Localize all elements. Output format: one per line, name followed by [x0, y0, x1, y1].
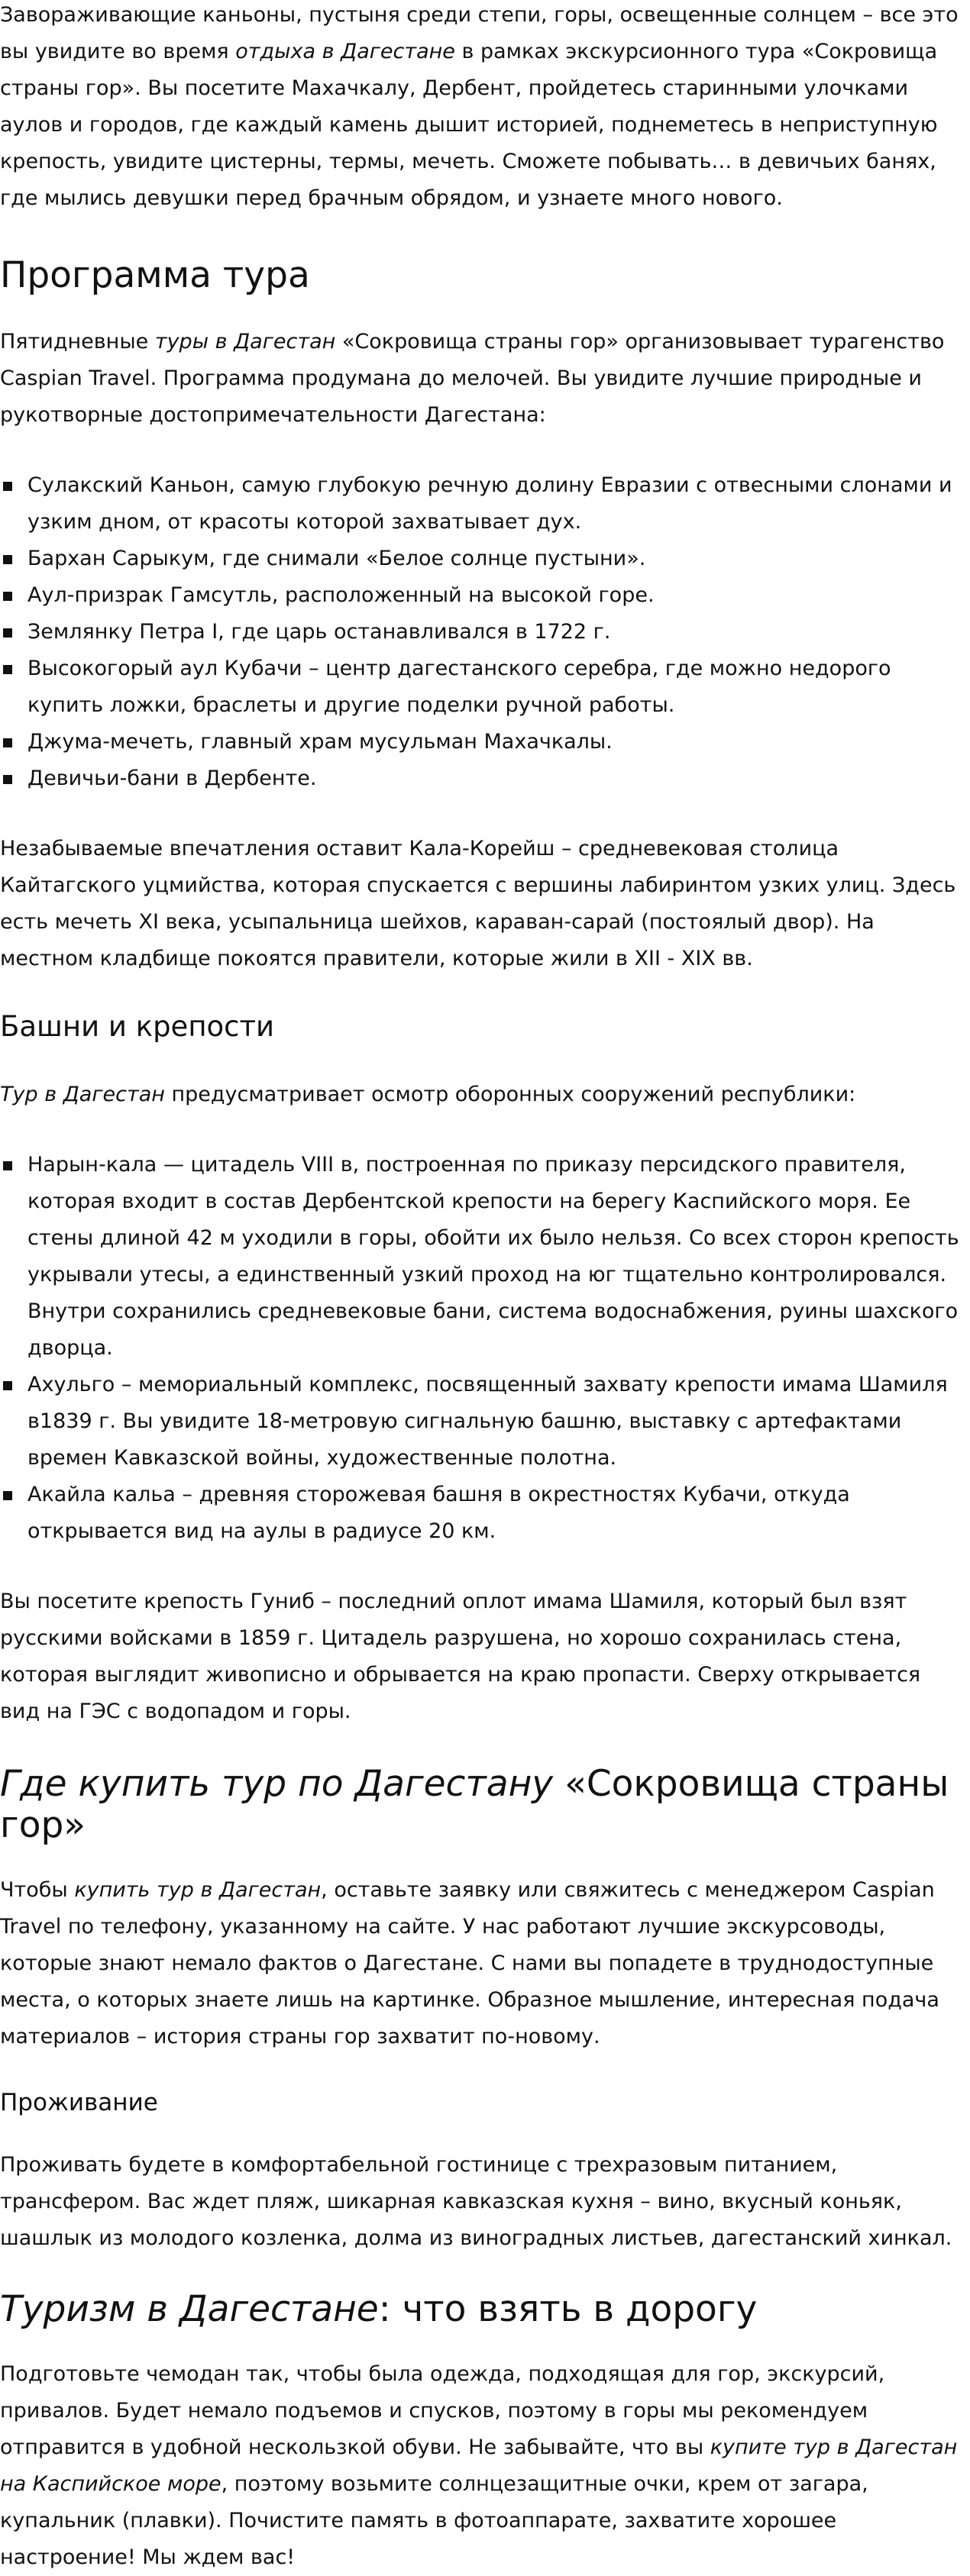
- list-item: Бархан Сарыкум, где снимали «Белое солнце пустыни».: [0, 541, 964, 577]
- list-item: Ахульго – мемориальный комплекс, посвященный захвату крепости имама Шамиля в1839 г. Вы увидите 18-метровую сигнальную башню, выставку с артефактами времен Кавказской войны, художественные полотна.: [0, 1367, 964, 1477]
- program-emphasis: туры в Дагестан: [154, 330, 336, 353]
- program-list: [0, 467, 964, 797]
- list-item: Аул-призрак Гамсутль, расположенный на высокой горе.: [0, 577, 964, 614]
- stay-heading: Проживание: [0, 2089, 158, 2116]
- towers-heading: Башни и крепости: [0, 1010, 275, 1043]
- stay-paragraph: Проживать будете в комфортабельной гостинице с трехразовым питанием, трансфером. Вас ждет пляж, шикарная кавказская кухня – вино, вкусный коньяк, шашлык из молодого козленка, долма из виноградных листьев, дагестанский хинкал.: [0, 2153, 952, 2250]
- towers-emphasis: Тур в Дагестан: [0, 1083, 165, 1106]
- intro-emphasis: отдыха в Дагестане: [235, 40, 455, 63]
- towers-list: [0, 1147, 964, 1550]
- list-item: Девичьи-бани в Дербенте.: [0, 760, 964, 797]
- list-item: Сулакский Каньон, самую глубокую речную долину Евразии с отвесными слонами и узким дном, от красоты которой захватывает дух.: [0, 467, 964, 541]
- pack-heading: Туризм в Дагестане: что взять в дорогу: [0, 2288, 758, 2330]
- program-after-paragraph: Незабываемые впечатления оставит Кала-Корейш – средневековая столица Кайтагского уцмийства, которая спускается с вершины лабиринтом узких улиц. Здесь есть мечеть XI века, усыпальница шейхов, караван-сарай (постоялый двор). На местном кладбище покоятся правители, которые жили в XII - XIX вв.: [0, 837, 956, 970]
- list-item: Акайла кальа – древняя сторожевая башня в окрестностях Кубачи, откуда открывается вид на аулы в радиусе 20 км.: [0, 1477, 964, 1550]
- pack-paragraph: Подготовьте чемодан так, чтобы была одежда, подходящая для гор, экскурсий, привалов. Будет немало подъемов и спусков, поэтому в горы мы рекомендуем отправится в удобной нескользкой обуви. Не забывайте, что вы купите тур в Дагестан на Каспийское море, поэтому возьмите солнцезащитные очки, крем от загара, купальник (плавки). Почистите память в фотоаппарате, захватите хорошее настроение! Мы ждем вас!: [0, 2362, 958, 2569]
- list-item: Нарын-кала — цитадель VIII в, построенная по приказу персидского правителя, которая входит в состав Дербентской крепости на берегу Каспийского моря. Ее стены длиной 42 м уходили в горы, обойти их было нельзя. Со всех сторон крепость укрывали утесы, а единственный узкий проход на юг тщательно контролировался. Внутри сохранились средневековые бани, система водоснабжения, руины шахского дворца.: [0, 1147, 964, 1367]
- buy-heading: Где купить тур по Дагестану «Сокровища страны гор»: [0, 1763, 949, 1846]
- buy-paragraph: Чтобы купить тур в Дагестан, оставьте заявку или свяжитесь с менеджером Caspian Travel по телефону, указанному на сайте. У нас работают лучшие экскурсоводы, которые знают немало фактов о Дагестане. С нами вы попадете в труднодоступные места, о которых знаете лишь на картинке. Образное мышление, интересная подача материалов – история страны гор захватит по-новому.: [0, 1878, 939, 2048]
- buy-emphasis: купить тур в Дагестан: [74, 1878, 322, 1902]
- intro-paragraph: Завораживающие каньоны, пустыня среди степи, горы, освещенные солнцем – все это вы увидите во время отдыха в Дагестане в рамках экскурсионного тура «Сокровища страны гор». Вы посетите Махачкалу, Дербент, пройдетесь старинными улочками аулов и городов, где каждый камень дышит историей, поднеметесь в неприступную крепость, увидите цистерны, термы, мечеть. Сможете побывать… в девичьих банях, где мылись девушки перед брачным обрядом, и узнаете много нового.: [0, 3, 959, 210]
- program-heading: Программа тура: [0, 254, 310, 296]
- pack-emphasis: купите тур в Дагестан на Каспийское море: [0, 2436, 958, 2496]
- program-intro: Пятидневные туры в Дагестан «Сокровища страны гор» организовывает турагенство Caspian Travel. Программа продумана до мелочей. Вы увидите лучшие природные и рукотворные достопримечательности Дагестана:: [0, 330, 945, 427]
- list-item: Землянку Петра I, где царь останавливался в 1722 г.: [0, 614, 964, 650]
- list-item: Джума-мечеть, главный храм мусульман Махачкалы.: [0, 724, 964, 760]
- list-item: Высокогорый аул Кубачи – центр дагестанского серебра, где можно недорого купить ложки, браслеты и другие поделки ручной работы.: [0, 650, 964, 724]
- buy-heading-emphasis: Где купить тур по Дагестану: [0, 1763, 554, 1805]
- towers-intro: Тур в Дагестан предусматривает осмотр оборонных сооружений республики:: [0, 1083, 856, 1106]
- towers-after-paragraph: Вы посетите крепость Гуниб – последний оплот имама Шамиля, который был взят русскими войсками в 1859 г. Цитадель разрушена, но хорошо сохранилась стена, которая выглядит живописно и обрывается на краю пропасти. Сверху открывается вид на ГЭС с водопадом и горы.: [0, 1590, 921, 1723]
- pack-heading-emphasis: Туризм в Дагестане: [0, 2288, 379, 2330]
